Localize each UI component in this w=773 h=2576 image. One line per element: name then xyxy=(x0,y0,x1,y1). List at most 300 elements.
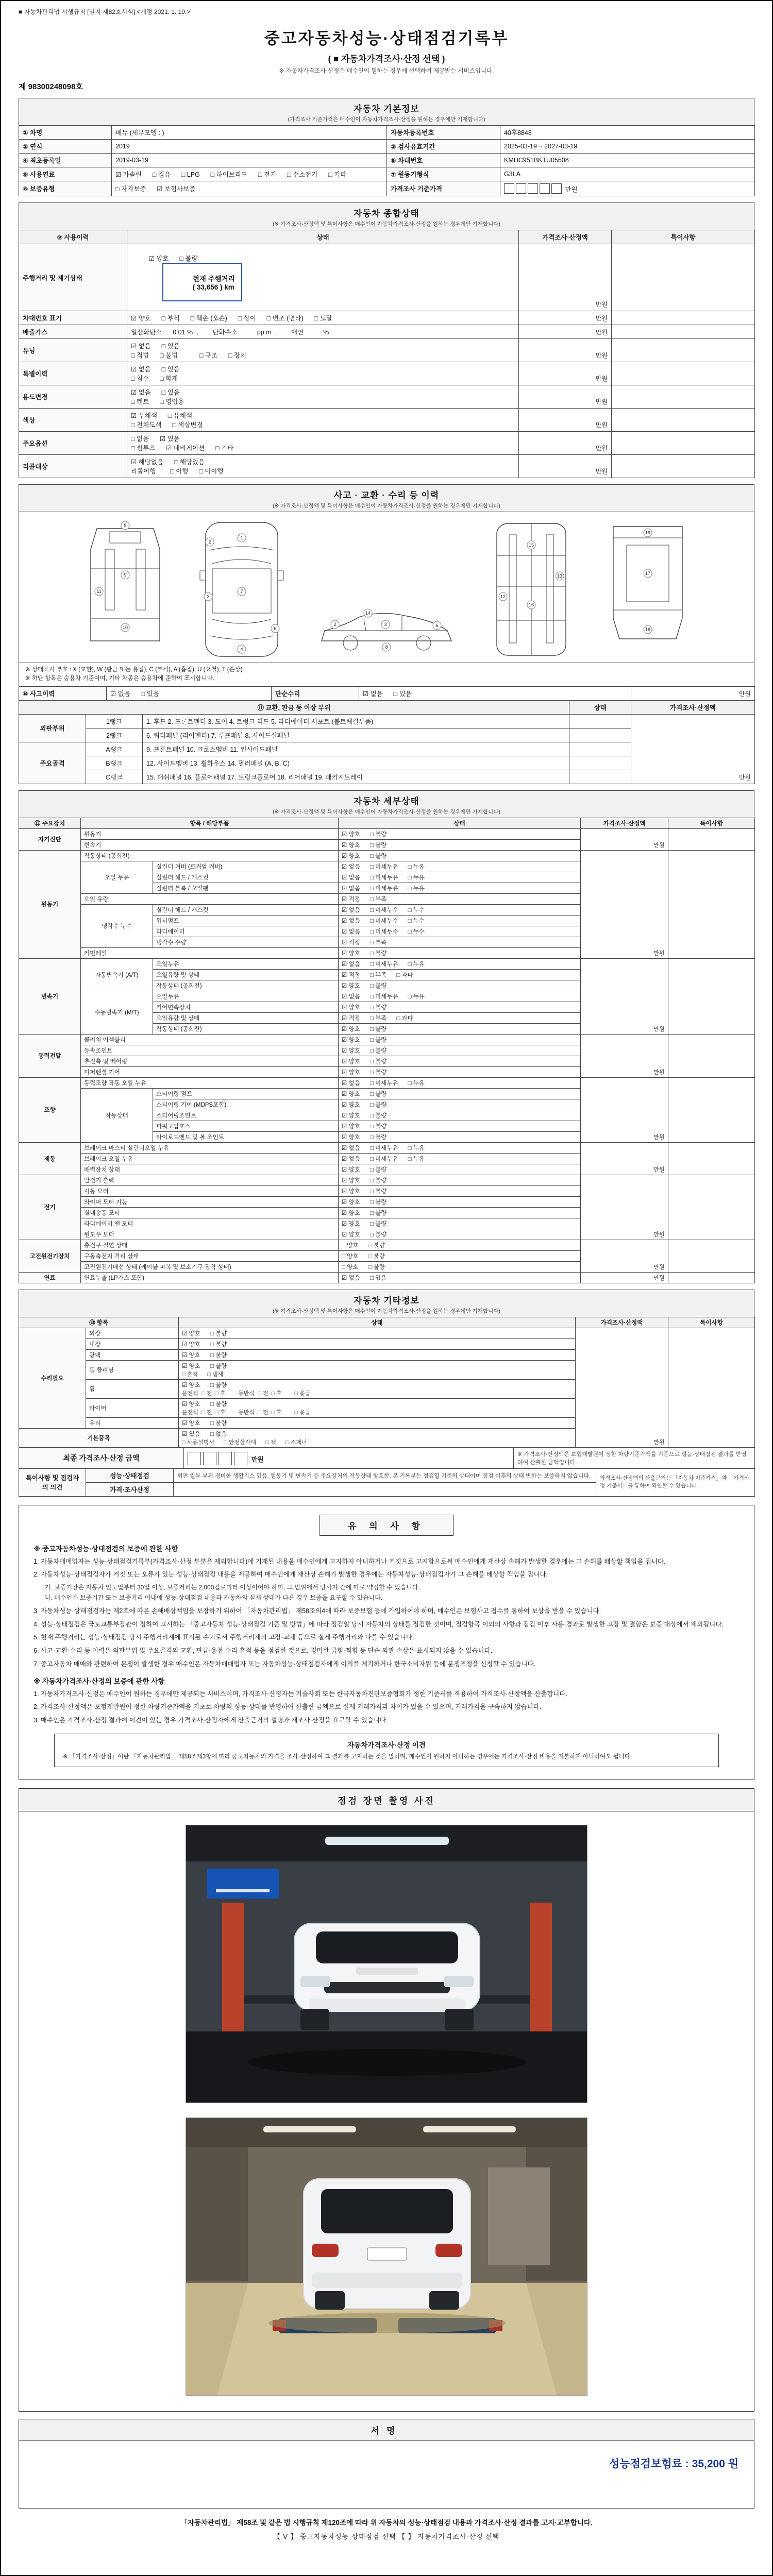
device-label: 변속기 xyxy=(19,958,81,1034)
notices-title: 유 의 사 항 xyxy=(320,1515,453,1536)
inspection-photo-rear xyxy=(186,2117,587,2396)
car-diagrams xyxy=(19,512,754,663)
status-cell: 일산화탄소 0.01 % , 탄화수소 pp m , 매연 % xyxy=(127,325,519,339)
status-options xyxy=(179,1398,576,1417)
device-label: 조향 xyxy=(19,1077,81,1142)
front-frame-diagram xyxy=(81,519,169,648)
status-options: □ 전체도색 □ 색상변경 xyxy=(131,421,203,429)
legend-line: ※ 상태표시 부호 : X (교환), W (판금 또는 용접), C (부식), A (흠집), U (요철), T (손상) xyxy=(25,667,243,673)
field-label: 가격조사 기준가격 xyxy=(387,181,500,196)
field-value: KMHC951BKTU05508 xyxy=(500,154,755,167)
photo-rear-illustration xyxy=(186,2118,587,2396)
section-basic-info xyxy=(19,98,754,196)
device-label: 고전원전기장치 xyxy=(19,1240,81,1272)
status-cell xyxy=(127,385,519,409)
opinion-row-label: 성능·상태점검 xyxy=(86,1468,174,1482)
row-label: 튜닝 xyxy=(19,339,127,362)
item-label: 디퍼렌셜 기어 xyxy=(81,1066,339,1077)
column-header: 상태 xyxy=(179,1317,576,1328)
svg-text:13: 13 xyxy=(557,573,563,579)
column-header: 상태 xyxy=(339,818,581,828)
svg-text:14: 14 xyxy=(365,611,371,616)
item-label: 실린더 커버 (로커암 커버) xyxy=(153,861,339,872)
overall-state-table xyxy=(19,230,755,478)
inspector-opinion-table xyxy=(19,1468,755,1497)
item-label: 스티어링조인트 xyxy=(153,1110,339,1121)
field-value: 2025-03-19 ~ 2027-03-19 xyxy=(500,140,755,154)
notices-subsection-title: ※ 자동차가격조사·산정의 보증에 관한 사항 xyxy=(33,1677,165,1685)
notice-item: 2. 가격조사·산정액은 보험개발원이 정한 차량기준가액을 기초로 차량의 성능·상태를 반영하여 산출한 금액으로 실제 거래가격과 차이가 있을 수 있으며, 거래가격을 구속하지 않습니다. xyxy=(33,1703,542,1711)
svg-text:6: 6 xyxy=(274,626,277,631)
mileage-value: ( 33,656 ) km xyxy=(192,283,234,291)
note-cell xyxy=(612,385,755,409)
digit-box xyxy=(188,1452,201,1465)
svg-text:10: 10 xyxy=(122,625,128,630)
footer-statement: 「자동차관리법」 제58조 및 같은 법 시행규칙 제120조에 따라 위 자동차의 성능·상태점검 내용과 가격조사·산정 결과를 고지·교부합니다. xyxy=(180,2519,593,2527)
status-options: ☑ 양호 □ 불량 xyxy=(339,980,581,991)
row-label: 주요옵션 xyxy=(19,432,127,455)
column-header: 가격조사·산정액 xyxy=(631,700,755,714)
item-label: 추진축 및 베어링 xyxy=(81,1056,339,1066)
note-cell xyxy=(668,1240,755,1272)
status-cell xyxy=(127,432,519,455)
subgroup-label: 냉각수 누수 xyxy=(81,904,153,947)
price-cell: 만원 xyxy=(519,362,612,385)
rank-label: 1랭크 xyxy=(86,714,143,728)
column-header: 특이사항 xyxy=(668,1317,755,1328)
field-label: ⑤ 차대번호 xyxy=(387,154,500,167)
title-note: ※ 자동차가격조사·산정은 매수인이 원하는 경우에 선택하여 제공받는 서비스입니다. xyxy=(279,68,494,74)
detail-state-table xyxy=(19,818,755,1283)
item-label: 타이어 xyxy=(86,1398,179,1417)
section-header-overall xyxy=(19,202,754,230)
svg-text:8: 8 xyxy=(385,645,388,650)
status-options: ☑ 없음 □ 있음 xyxy=(339,1272,581,1283)
note-cell xyxy=(668,828,755,850)
section-misc-info xyxy=(19,1290,754,1497)
row-label: 특별이력 xyxy=(19,362,127,385)
note-cell xyxy=(612,339,755,362)
item-label: 작동상태 (공회전) xyxy=(153,980,339,991)
status-options xyxy=(179,1379,576,1398)
section-subtitle: (가격조사 기준가격은 매수인이 자동차가격조사·산정을 원하는 경우에만 기재합니다) xyxy=(288,116,485,123)
row-label: ⑩ 사고이력 xyxy=(19,686,107,700)
svg-text:2: 2 xyxy=(333,622,337,627)
item-label: 룸 클리닝 xyxy=(86,1360,179,1379)
column-header: 특이사항 xyxy=(668,818,755,828)
price-cell: 만원 xyxy=(581,1175,668,1240)
svg-text:16: 16 xyxy=(528,602,534,607)
warranty-options: □ 자가보증 ☑ 보험사보증 xyxy=(112,181,387,196)
item-label: 충전구 절연 상태 xyxy=(81,1240,339,1250)
group-label: 수리필요 xyxy=(19,1328,86,1428)
svg-text:17: 17 xyxy=(645,571,651,576)
price-cell: 만원 xyxy=(581,850,668,958)
status-options: ☑ 양호 □ 불량 xyxy=(339,1229,581,1240)
section-title: 자동차 기타정보 xyxy=(354,1295,419,1306)
svg-text:18: 18 xyxy=(645,627,651,632)
status-options: ☑ 없음 □ 미세누수 □ 누수 xyxy=(339,926,581,937)
item-label: 오일유량 및 상태 xyxy=(153,1012,339,1023)
exchange-panel-table xyxy=(19,700,755,784)
status-options: ☑ 적정 □ 부족 □ 과다 xyxy=(339,1012,581,1023)
status-cell: ☑ 없음 □ 있음 xyxy=(107,686,272,700)
item-label: 실린더 블록 / 오일팬 xyxy=(153,883,339,893)
insurance-fee xyxy=(609,2455,738,2471)
svg-text:19: 19 xyxy=(645,530,651,535)
item-label: 외장 xyxy=(86,1328,179,1338)
group-label: 외판부위 xyxy=(19,714,86,742)
price-cell: 만원 xyxy=(576,1328,668,1447)
column-header: ⑬ 항목 xyxy=(19,1317,179,1328)
price-cell: 만원 xyxy=(519,409,612,432)
item-label: 광택 xyxy=(86,1349,179,1360)
car-side-view-diagram xyxy=(314,607,459,654)
item-label: 오일누유 xyxy=(153,958,339,969)
rank-label: A랭크 xyxy=(86,742,143,756)
item-label: 내장 xyxy=(86,1338,179,1349)
mileage-box xyxy=(162,263,242,301)
rank-items: 12. 사이드멤버 13. 휠하우스 14. 필러패널 (A, B, C) xyxy=(143,756,569,770)
row-label: 단순수리 xyxy=(272,686,359,700)
column-header: 가격조사·산정액 xyxy=(519,230,612,244)
field-value: 2019-03-19 xyxy=(112,154,387,167)
price-unit: 만원 xyxy=(565,186,578,193)
item-label: 타이로드엔드 및 볼 조인트 xyxy=(153,1131,339,1142)
status-options: ☑ 양호 □ 불량 xyxy=(339,947,581,958)
item-label: 등속조인트 xyxy=(81,1045,339,1056)
status-options: ☑ 해당없음 □ 해당있음 xyxy=(131,459,205,466)
svg-text:3: 3 xyxy=(207,594,210,599)
svg-text:4: 4 xyxy=(240,647,243,652)
row-label: 차대번호 표기 xyxy=(19,311,127,325)
status-options: ☑ 없음 □ 미세누유 □ 누유 xyxy=(339,1077,581,1088)
section-detail-state xyxy=(19,790,754,1283)
status-options: ☑ 없음 □ 미세누유 □ 누유 xyxy=(339,1142,581,1153)
status-options: ☑ 양호 □ 불량 xyxy=(339,1088,581,1099)
status-cell xyxy=(127,362,519,385)
status-options: ☑ 양호 □ 불량 xyxy=(339,1164,581,1175)
price-cell: 만원 xyxy=(581,1077,668,1142)
price-cell: 만원 xyxy=(581,1240,668,1272)
photo-front-illustration xyxy=(186,1825,587,2103)
item-label: 변속기 xyxy=(81,839,339,850)
field-value: 베뉴 (세부모델 : ) xyxy=(112,126,387,140)
status-options: ☑ 양호 □ 불량 xyxy=(339,1131,581,1142)
status-extra: 운전석 □ 전 □ 후 동반석 □ 전 □ 후 □ 응급 xyxy=(182,1409,311,1416)
digit-box xyxy=(540,183,550,194)
notice-item: 2. 자동차성능·상태점검자가 거짓 또는 오류가 있는 성능·상태점검 내용을 제공하여 매수인에게 재산상 손해가 발생한 경우에는 자동차성능·상태점검자가 그 손해를 배상할 책임을 집니다. xyxy=(33,1571,548,1579)
section-header-accident xyxy=(19,484,754,512)
section-header-basic xyxy=(19,98,754,126)
price-cell: 만원 xyxy=(519,244,612,311)
field-label: ⑥ 사용연료 xyxy=(19,167,112,181)
row-label: 주행거리 및 계기상태 xyxy=(19,244,127,311)
subgroup-label: 작동상태 xyxy=(81,1088,153,1142)
price-cell: 만원 xyxy=(581,1142,668,1175)
status-options: ☑ 양호 □ 불량 xyxy=(182,1382,227,1388)
section-title: 자동차 종합상태 xyxy=(354,209,419,218)
status-cell xyxy=(127,339,519,362)
section-title: 자동차 세부상태 xyxy=(354,796,419,806)
status-options: ☑ 양호 □ 불량 xyxy=(339,1121,581,1131)
status-options: ☑ 없음 □ 미세누유 □ 누유 xyxy=(339,872,581,883)
item-label: 원동기 xyxy=(81,828,339,839)
status-cell xyxy=(127,244,519,311)
status-options: ☑ 양호 □ 불량 xyxy=(339,1045,581,1056)
status-options: ☑ 양호 □ 불량 xyxy=(339,828,581,839)
field-label: ④ 최초등록일 xyxy=(19,154,112,167)
item-label: 실내송풍 모터 xyxy=(81,1207,339,1218)
svg-text:11: 11 xyxy=(96,589,102,594)
section-subtitle: (※ 가격조사·산정액 및 특이사항은 매수인이 자동차가격조사·산정을 원하는 경우에만 기재합니다) xyxy=(273,503,500,509)
notices-subsection-title: ※ 중고자동차성능·상태점검의 보증에 관한 사항 xyxy=(33,1545,178,1553)
digit-box xyxy=(551,183,562,194)
column-header: 항목 / 해당부품 xyxy=(81,818,339,828)
note-cell xyxy=(612,409,755,432)
status-options xyxy=(179,1428,576,1447)
item-label: 라디에이터 팬 모터 xyxy=(81,1218,339,1229)
field-value: G3LA xyxy=(500,167,755,181)
notice-item: 3. 매수인은 가격조사·산정 결과에 이견이 있는 경우 가격조사·산정자에게 산출근거의 설명과 재조사·산정을 요구할 수 있습니다. xyxy=(33,1717,388,1724)
final-price-note: ※ 가격조사·산정액은 보험개발원이 정한 차량기준가액을 기준으로 성능·상태점검 결과를 반영하여 산출한 금액입니다. xyxy=(514,1447,755,1468)
final-price-table xyxy=(19,1447,755,1469)
row-label: 색상 xyxy=(19,409,127,432)
device-label: 원동기 xyxy=(19,850,81,958)
underbody-diagram xyxy=(482,519,580,659)
digit-box xyxy=(203,1452,216,1465)
digit-box xyxy=(504,183,514,194)
status-options: □ 양호 □ 불량 xyxy=(339,1250,581,1261)
rank-items: 15. 대쉬패널 16. 플로어패널 17. 트렁크플로어 18. 리어패널 19. 패키지트레이 xyxy=(143,770,569,784)
column-header: 가격조사·산정액 xyxy=(581,818,668,828)
price-unit: 만원 xyxy=(251,1456,264,1463)
rank-items: 9. 프론트패널 10. 크로스멤버 11. 인사이드패널 xyxy=(143,742,569,756)
title-block xyxy=(19,20,754,76)
state-cell xyxy=(569,714,631,728)
price-objection-text: ※ 「가격조사·산정」이란 「자동차관리법」 제58조제3항에 따라 중고자동차의 가격을 조사·산정하여 그 결과를 고지하는 것을 말하며, 매수인이 원하지 아니하는 경우에는 가격조사·산정 비용을 지불하지 아니하여도 됩니다. xyxy=(63,1753,632,1760)
status-options: ☑ 없음 □ 있음 xyxy=(131,343,180,350)
status-options: ☑ 양호 □ 불량 xyxy=(179,1417,576,1428)
item-label: 배력장치 상태 xyxy=(81,1164,339,1175)
svg-text:1: 1 xyxy=(240,535,243,540)
note-cell xyxy=(668,850,755,958)
status-options: ☑ 양호 □ 불량 xyxy=(182,1363,227,1369)
svg-text:3: 3 xyxy=(384,622,387,627)
status-cell: ☑ 없음 □ 있음 xyxy=(359,686,631,700)
digit-box xyxy=(516,183,526,194)
price-cell: 만원 xyxy=(519,455,612,478)
item-label: 동력조향 작동 오일 누유 xyxy=(81,1077,339,1088)
status-options: ☑ 양호 □ 불량 xyxy=(339,1218,581,1229)
note-cell xyxy=(668,1034,755,1077)
status-options: ☑ 없음 □ 있음 xyxy=(131,389,180,396)
row-label: 용도변경 xyxy=(19,385,127,409)
price-cell: 만원 xyxy=(631,714,755,784)
rank-label: B랭크 xyxy=(86,756,143,770)
item-label: 와이퍼 모터 기능 xyxy=(81,1196,339,1207)
status-options: ☑ 양호 □ 불량 xyxy=(339,1056,581,1066)
item-label: 커먼레일 xyxy=(81,947,339,958)
status-options: ☑ 없음 □ 미세누유 □ 누유 xyxy=(339,861,581,872)
svg-text:15: 15 xyxy=(528,543,534,548)
svg-text:9: 9 xyxy=(124,572,127,578)
item-label: 오일 유량 xyxy=(81,893,339,904)
final-price-label: 최종 가격조사·산정 금액 xyxy=(19,1447,184,1468)
signature-body xyxy=(19,2441,754,2508)
fuel-options: ☑ 가솔린 □ 경유 □ LPG □ 하이브리드 □ 전기 □ 수소전기 □ 기타 xyxy=(112,167,387,181)
item-label: 기어변속장치 xyxy=(153,1002,339,1012)
status-options: ☑ 없음 □ 미세누수 □ 누수 xyxy=(339,904,581,915)
base-price-cell xyxy=(500,181,755,196)
status-options: ☑ 적정 □ 부족 xyxy=(339,893,581,904)
item-label: 유리 xyxy=(86,1417,179,1428)
insurance-fee-value: 35,200 원 xyxy=(692,2458,738,2470)
status-options: ☑ 적정 □ 부족 □ 과다 xyxy=(339,969,581,980)
status-options: ☑ 없음 □ 미세누수 □ 누수 xyxy=(339,915,581,926)
status-options: ☑ 양호 □ 불량 xyxy=(179,1349,576,1360)
field-label: ⑧ 보증유형 xyxy=(19,181,112,196)
notice-item: 1. 자동차가격조사·산정은 매수인이 원하는 경우에만 제공되는 서비스이며, 가격조사·산정자는 기술사회 또는 한국자동차진단보증협회가 정한 기준서를 적용하여 가격조사·산정액을 산출합니다. xyxy=(33,1690,567,1698)
device-label: 자기진단 xyxy=(19,828,81,850)
svg-text:12: 12 xyxy=(500,594,506,599)
misc-info-table xyxy=(19,1317,755,1448)
price-objection-box xyxy=(54,1734,719,1767)
svg-text:5: 5 xyxy=(124,523,127,528)
status-options: ☑ 양호 □ 불량 xyxy=(148,255,198,262)
item-label: 고전원전기배선 상태 (케이블 피복 및 보호기구 장착 상태) xyxy=(81,1261,339,1272)
status-options: ☑ 없음 □ 있음 xyxy=(131,366,180,373)
price-cell: 만원 xyxy=(519,325,612,339)
column-header: ⑪ 교환, 판금 등 이상 부위 xyxy=(19,700,569,714)
status-options: ☑ 양호 □ 불량 xyxy=(339,1023,581,1034)
opinion-row-label: 가격·조사산정 xyxy=(86,1482,174,1496)
rank-label: 2랭크 xyxy=(86,728,143,742)
device-label: 제동 xyxy=(19,1142,81,1175)
status-cell: ☑ 양호 □ 부식 □ 훼손 (오손) □ 상이 □ 변조 (변타) □ 도말 xyxy=(127,311,519,325)
status-options: ☑ 양호 □ 불량 xyxy=(339,1185,581,1196)
note-cell xyxy=(612,311,755,325)
column-header: 가격조사·산정액 xyxy=(576,1317,668,1328)
opinion-text: 외판 일부 부위 경미한 생활기스 있음. 원동기 및 변속기 등 주요장치의 작동상태 양호함. 본 기록부는 점검일 기준의 상태이며 점검 이후의 상태 변화는 보증하지 않습니다. xyxy=(174,1468,596,1482)
svg-text:7: 7 xyxy=(240,589,243,594)
item-label: 브레이크 오일 누유 xyxy=(81,1153,339,1164)
price-cell: 만원 xyxy=(581,958,668,1034)
device-label: 연료 xyxy=(19,1272,81,1283)
section-header-detail xyxy=(19,790,754,818)
field-label: 자동차등록번호 xyxy=(387,126,500,140)
signature-title: 서명 xyxy=(19,2419,754,2441)
status-options: ☑ 무채색 □ 유채색 xyxy=(131,412,192,419)
device-label: 전기 xyxy=(19,1175,81,1240)
price-objection-title: 자동차가격조사·산정 이견 xyxy=(347,1741,426,1749)
item-label: 휠 xyxy=(86,1379,179,1398)
note-cell xyxy=(612,244,755,311)
mileage-label: 현재 주행거리 xyxy=(192,275,235,283)
basic-info-table xyxy=(19,125,755,196)
page-title: 중고자동차성능·상태점검기록부 xyxy=(264,29,509,47)
note-cell xyxy=(668,1142,755,1175)
car-top-view-diagram xyxy=(193,519,291,659)
final-price-cell xyxy=(184,1447,514,1468)
rear-frame-diagram xyxy=(604,519,692,648)
price-cell: 만원 xyxy=(581,1034,668,1077)
price-cell: 만원 xyxy=(519,385,612,409)
status-options: ☑ 양호 □ 불량 xyxy=(339,1099,581,1110)
item-label: 윈도우 모터 xyxy=(81,1229,339,1240)
opinion-text xyxy=(174,1482,596,1496)
item-label: 워터펌프 xyxy=(153,915,339,926)
item-label: 브레이크 마스터 실린더오일 누유 xyxy=(81,1142,339,1153)
status-options: 리콜이행 □ 이행 □ 미이행 xyxy=(131,468,224,475)
status-options: □ 양호 □ 불량 xyxy=(339,1240,581,1250)
digit-box xyxy=(528,183,538,194)
item-label: 시동 모터 xyxy=(81,1185,339,1196)
item-label: 작동상태 (공회전) xyxy=(153,1023,339,1034)
status-options: ☑ 양호 □ 불량 xyxy=(339,1207,581,1218)
field-label: ③ 검사유효기간 xyxy=(387,140,500,154)
status-options: ☑ 없음 □ 미세누유 □ 누유 xyxy=(339,1153,581,1164)
note-cell xyxy=(612,325,755,339)
notice-item: 6. 사고·교환·수리 등 이력은 외판부위 및 주요골격의 교환, 판금·용접 수리 흔적 등을 점검한 것으로, 경미한 긁힘·찍힘 등 단순 외관 손상은 표시되지 않을 수 있습니다. xyxy=(33,1647,493,1655)
section-subtitle: (※ 가격조사·산정액 및 특이사항은 매수인이 자동차가격조사·산정을 원하는 경우에만 기재합니다) xyxy=(273,221,500,227)
footer-selection: 【 V 】 중고자동차성능·상태점검 선택 【 】 자동차가격조사·산정 선택 xyxy=(273,2533,500,2541)
group-label: 주요골격 xyxy=(19,742,86,784)
note-cell xyxy=(612,362,755,385)
state-cell xyxy=(569,756,631,770)
item-label: 스티어링 펌프 xyxy=(153,1088,339,1099)
price-cell: 만원 xyxy=(519,311,612,325)
photos-area xyxy=(19,1811,754,2411)
status-extra: □ 흔적 □ 냄새 xyxy=(182,1371,224,1378)
item-label: 오일누유 xyxy=(153,991,339,1002)
status-options: □ 침수 □ 화재 xyxy=(131,375,178,382)
status-cell xyxy=(127,409,519,432)
status-options: ☑ 있음 □ 없음 xyxy=(182,1431,227,1437)
status-options: ☑ 없음 □ 미세누유 □ 누유 xyxy=(339,958,581,969)
status-options: ☑ 양호 □ 불량 xyxy=(182,1401,227,1408)
status-extra: 운전석 □ 전 □ 후 동반석 □ 전 □ 후 □ 응급 xyxy=(182,1390,311,1397)
rank-items: 1. 후드 2. 프론트펜더 3. 도어 4. 트렁크 리드 5. 라디에이터 서포트 (볼트체결부품) xyxy=(143,714,569,728)
status-options: ☑ 양호 □ 불량 xyxy=(179,1338,576,1349)
row-label: 배출가스 xyxy=(19,325,127,339)
price-cell: 만원 xyxy=(519,432,612,455)
svg-text:6: 6 xyxy=(435,623,439,628)
section-inspection-photos xyxy=(19,1788,754,2412)
subgroup-label: 수동변속기 (M/T) xyxy=(81,991,153,1034)
item-label: 스티어링 기어 (MDPS포함) xyxy=(153,1099,339,1110)
notices-section xyxy=(19,1505,754,1781)
item-label: 작동상태 (공회전) xyxy=(81,850,339,861)
notice-item: 3. 자동차성능·상태점검자는 제2호에 따른 손해배상책임을 보장하기 위하여 「자동차관리법」 제58조의4에 따라 보증보험 등에 가입하여야 하며, 매수인은 보험사고 접수를 통하여 보상을 받을 수 있습니다. xyxy=(33,1607,601,1615)
status-options xyxy=(179,1360,576,1379)
status-options: ☑ 양호 □ 불량 xyxy=(339,1002,581,1012)
status-options: □ 양호 □ 불량 xyxy=(339,1261,581,1272)
state-cell xyxy=(569,742,631,756)
insurance-fee-label: 성능점검보험료 : xyxy=(609,2458,689,2470)
item-label: 클러치 어셈블리 xyxy=(81,1034,339,1045)
status-options: ☑ 양호 □ 불량 xyxy=(339,1196,581,1207)
note-cell xyxy=(668,1272,755,1283)
device-label: 동력전달 xyxy=(19,1034,81,1077)
section-header-misc xyxy=(19,1290,754,1317)
price-cell: 만원 xyxy=(631,686,755,700)
row-label: 리콜대상 xyxy=(19,455,127,478)
item-label: 파워고압호스 xyxy=(153,1121,339,1131)
rank-label: C랭크 xyxy=(86,770,143,784)
notice-item: 4. 성능·상태점검은 국토교통부장관이 정하여 고시하는 「중고자동차 성능·상태점검 기준 및 방법」에 따라 점검일 당시 자동차의 상태를 점검한 것이며, 점검항목 이외의 사항과 점검 이후 사용·경과로 발생한 고장 및 결함은 보증 대상에서 제외됩니다. xyxy=(33,1620,724,1628)
photos-title: 점검 장면 촬영 사진 xyxy=(19,1789,754,1811)
